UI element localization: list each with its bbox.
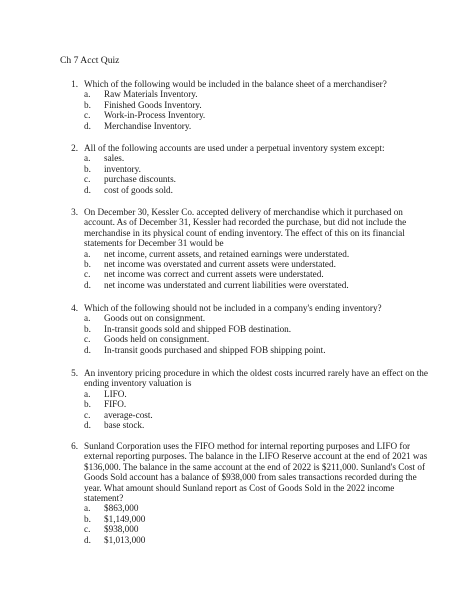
answer-option	[60, 174, 432, 184]
option-letter: b.	[84, 163, 91, 174]
question-number: 1.	[71, 79, 78, 89]
question-number: 2.	[71, 143, 78, 153]
answer-option	[60, 269, 432, 279]
option-letter: a.	[84, 248, 91, 259]
option-letter: a.	[84, 388, 91, 399]
option-text: $1,013,000	[104, 534, 146, 545]
option-text: cost of goods sold.	[104, 184, 173, 195]
option-letter: c.	[84, 269, 91, 280]
option-letter: c.	[84, 334, 91, 345]
option-letter: d.	[84, 184, 91, 195]
option-text: $1,149,000	[104, 513, 146, 524]
answer-option	[60, 100, 432, 110]
option-letter: b.	[84, 259, 91, 270]
option-text: In-transit goods sold and shipped FOB destination.	[104, 323, 292, 334]
answer-option	[60, 280, 432, 290]
answer-option	[60, 249, 432, 259]
answer-option	[60, 324, 432, 334]
question-text: Sunland Corporation uses the FIFO method for internal reporting purposes and LIFO for external reporting purposes. The balance in the LIFO Reserve account at the end of 2021 was $136,000. The balance in the same account at the end of 2022 is $211,000. Sunland's Cost of Goods Sold account has a balance of $938,000 from sales transactions recorded during the year. What amount should Sunland report as Cost of Goods Sold in the 2022 income statement?	[84, 441, 428, 504]
answer-option	[60, 313, 432, 323]
option-text: Finished Goods Inventory.	[104, 99, 202, 110]
option-text: FIFO.	[104, 399, 127, 410]
answer-options	[60, 313, 432, 355]
answer-options	[60, 89, 432, 131]
option-text: $938,000	[104, 524, 139, 535]
answer-option	[60, 185, 432, 195]
answer-options	[60, 389, 432, 431]
answer-option	[60, 514, 432, 524]
question-1	[60, 79, 432, 131]
quiz-title: Ch 7 Acct Quiz	[60, 55, 120, 66]
option-letter: a.	[84, 89, 91, 100]
option-letter: c.	[84, 524, 91, 535]
option-text: base stock.	[104, 420, 145, 431]
option-letter: d.	[84, 420, 91, 431]
answer-option	[60, 503, 432, 513]
question-text: On December 30, Kessler Co. accepted delivery of merchandise which it purchased on account. As of December 31, Kessler had recorded the purchase, but did not include the merchandise in its physical count of ending inventory. The effect of this on its financial statements for December 31 would be	[84, 207, 407, 249]
option-letter: d.	[84, 120, 91, 131]
question-text: Which of the following would be included in the balance sheet of a merchandiser?	[84, 79, 387, 89]
answer-option	[60, 535, 432, 545]
answer-option	[60, 153, 432, 163]
answer-option	[60, 121, 432, 131]
answer-option	[60, 89, 432, 99]
option-letter: c.	[84, 110, 91, 121]
question-6	[60, 441, 432, 545]
option-text: net income, current assets, and retained earnings were understated.	[104, 248, 350, 259]
option-letter: a.	[84, 313, 91, 324]
answer-option	[60, 410, 432, 420]
option-text: average-cost.	[104, 409, 153, 420]
question-number: 3.	[71, 207, 78, 217]
option-letter: c.	[84, 174, 91, 185]
question-text: All of the following accounts are used under a perpetual inventory system except:	[84, 143, 385, 153]
question-stem	[60, 143, 432, 153]
question-stem	[60, 441, 432, 503]
question-stem	[60, 79, 432, 89]
option-text: net income was understated and current liabilities were overstated.	[104, 279, 349, 290]
option-text: LIFO.	[104, 388, 127, 399]
option-letter: a.	[84, 503, 91, 514]
option-letter: b.	[84, 99, 91, 110]
question-2	[60, 143, 432, 195]
answer-options	[60, 249, 432, 291]
option-text: inventory.	[104, 163, 141, 174]
option-letter: d.	[84, 534, 91, 545]
question-text: An inventory pricing procedure in which the oldest costs incurred rarely have an effect on the ending inventory valuation is	[84, 368, 428, 389]
option-text: $863,000	[104, 503, 139, 514]
option-letter: c.	[84, 409, 91, 420]
option-letter: d.	[84, 279, 91, 290]
question-stem	[60, 303, 432, 313]
answer-options	[60, 503, 432, 545]
answer-option	[60, 259, 432, 269]
option-text: purchase discounts.	[104, 174, 176, 185]
answer-option	[60, 164, 432, 174]
answer-option	[60, 110, 432, 120]
option-text: Work-in-Process Inventory.	[104, 110, 206, 121]
question-number: 5.	[71, 368, 78, 378]
answer-options	[60, 153, 432, 195]
option-text: Merchandise Inventory.	[104, 120, 192, 131]
question-5	[60, 368, 432, 430]
question-text: Which of the following should not be included in a company's ending inventory?	[84, 303, 382, 313]
option-letter: d.	[84, 344, 91, 355]
option-letter: b.	[84, 323, 91, 334]
question-number: 4.	[71, 303, 78, 313]
question-stem	[60, 368, 432, 389]
question-3	[60, 207, 432, 290]
option-text: net income was correct and current assets were understated.	[104, 269, 324, 280]
answer-option	[60, 345, 432, 355]
question-number: 6.	[71, 441, 78, 451]
question-stem	[60, 207, 432, 249]
answer-option	[60, 524, 432, 534]
question-4	[60, 303, 432, 355]
answer-option	[60, 420, 432, 430]
answer-option	[60, 399, 432, 409]
option-letter: b.	[84, 513, 91, 524]
answer-option	[60, 389, 432, 399]
option-text: net income was overstated and current assets were understated.	[104, 259, 336, 270]
option-text: Goods out on consignment.	[104, 313, 206, 324]
option-text: In-transit goods purchased and shipped FOB shipping point.	[104, 344, 326, 355]
option-text: sales.	[104, 153, 125, 164]
option-letter: b.	[84, 399, 91, 410]
answer-option	[60, 334, 432, 344]
option-text: Raw Materials Inventory.	[104, 89, 198, 100]
option-letter: a.	[84, 153, 91, 164]
option-text: Goods held on consignment.	[104, 334, 210, 345]
